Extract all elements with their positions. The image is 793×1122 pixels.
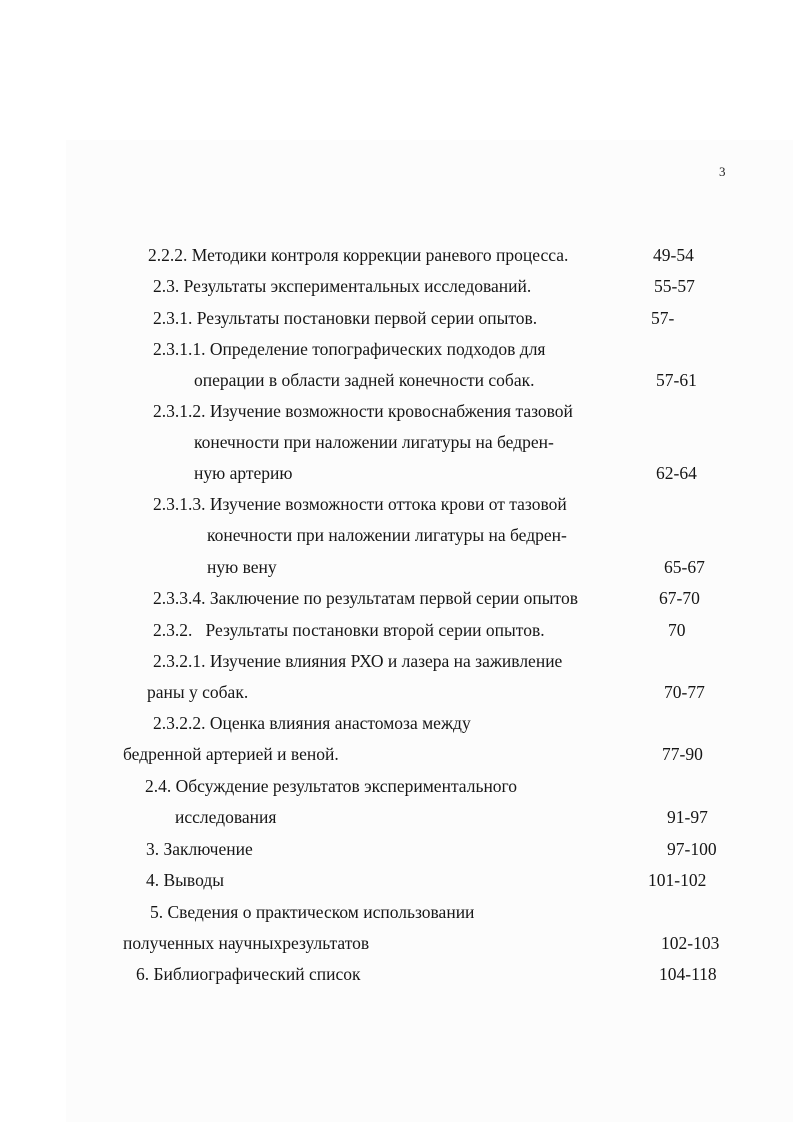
toc-entry-text: конечности при наложении лигатуры на бедрен- (194, 432, 554, 452)
toc-entry-text: 2.3. Результаты экспериментальных исследований. (153, 276, 532, 296)
toc-entry-text: 2.3.3.4. Заключение по результатам первой серии опытов (153, 588, 578, 608)
toc-entry-text: бедренной артерией и веной. (123, 744, 339, 764)
toc-entry-text: ную артерию (194, 463, 293, 483)
toc-entry-text: 2.3.1.1. Определение топографических подходов для (153, 339, 546, 359)
toc-entry-text: 6. Библиографический список (136, 964, 361, 984)
toc-entry-text: 2.3.1.3. Изучение возможности оттока крови от тазовой (153, 494, 567, 514)
toc-entry-text: 3. Заключение (146, 839, 253, 859)
page-number: 3 (719, 164, 726, 179)
toc-entry-text: ную вену (207, 557, 277, 577)
toc-entry-text: 5. Сведения о практическом использовании (150, 902, 475, 922)
toc-entry-text: раны у собак. (147, 682, 249, 702)
toc-entry-text: 2.3.1. Результаты постановки первой серии опытов. (153, 308, 538, 328)
toc-entry-page: 67-70 (659, 588, 700, 608)
toc-entry-page: 70-77 (664, 682, 705, 702)
toc-entry-text: 2.4. Обсуждение результатов экспериментального (145, 776, 518, 796)
toc-entry-page: 62-64 (656, 463, 697, 483)
toc-entry-page: 57- (651, 308, 675, 328)
toc-entry-text: операции в области задней конечности собак. (194, 370, 535, 390)
toc-entry-text: 2.2.2. Методики контроля коррекции раневого процесса. (148, 245, 569, 265)
toc-entry-page: 91-97 (667, 807, 708, 827)
toc-entry-page: 49-54 (653, 245, 694, 265)
toc-entry-page: 102-103 (661, 933, 720, 953)
toc-entry-page: 57-61 (656, 370, 697, 390)
toc-entry-text: конечности при наложении лигатуры на бедрен- (207, 525, 567, 545)
toc-entry-page: 97-100 (667, 839, 717, 859)
toc-entry-page: 104-118 (659, 964, 717, 984)
toc-entry-page: 70 (668, 620, 686, 640)
toc-entry-page: 77-90 (662, 744, 703, 764)
toc-entry-page: 55-57 (654, 276, 695, 296)
toc-entry-text: полученных научныхрезультатов (123, 933, 370, 953)
toc-entry-text: 2.3.2. Результаты постановки второй серии опытов. (153, 620, 545, 640)
toc-entry-page: 65-67 (664, 557, 705, 577)
toc-entry-text: 2.3.2.1. Изучение влияния РХО и лазера на заживление (153, 651, 563, 671)
toc-entry-text: 2.3.1.2. Изучение возможности кровоснабжения тазовой (153, 401, 573, 421)
toc-entry-page: 101-102 (648, 870, 707, 890)
toc-entry-text: исследования (175, 807, 277, 827)
toc-entry-text: 2.3.2.2. Оценка влияния анастомоза между (153, 713, 471, 733)
toc-entry-text: 4. Выводы (146, 870, 224, 890)
